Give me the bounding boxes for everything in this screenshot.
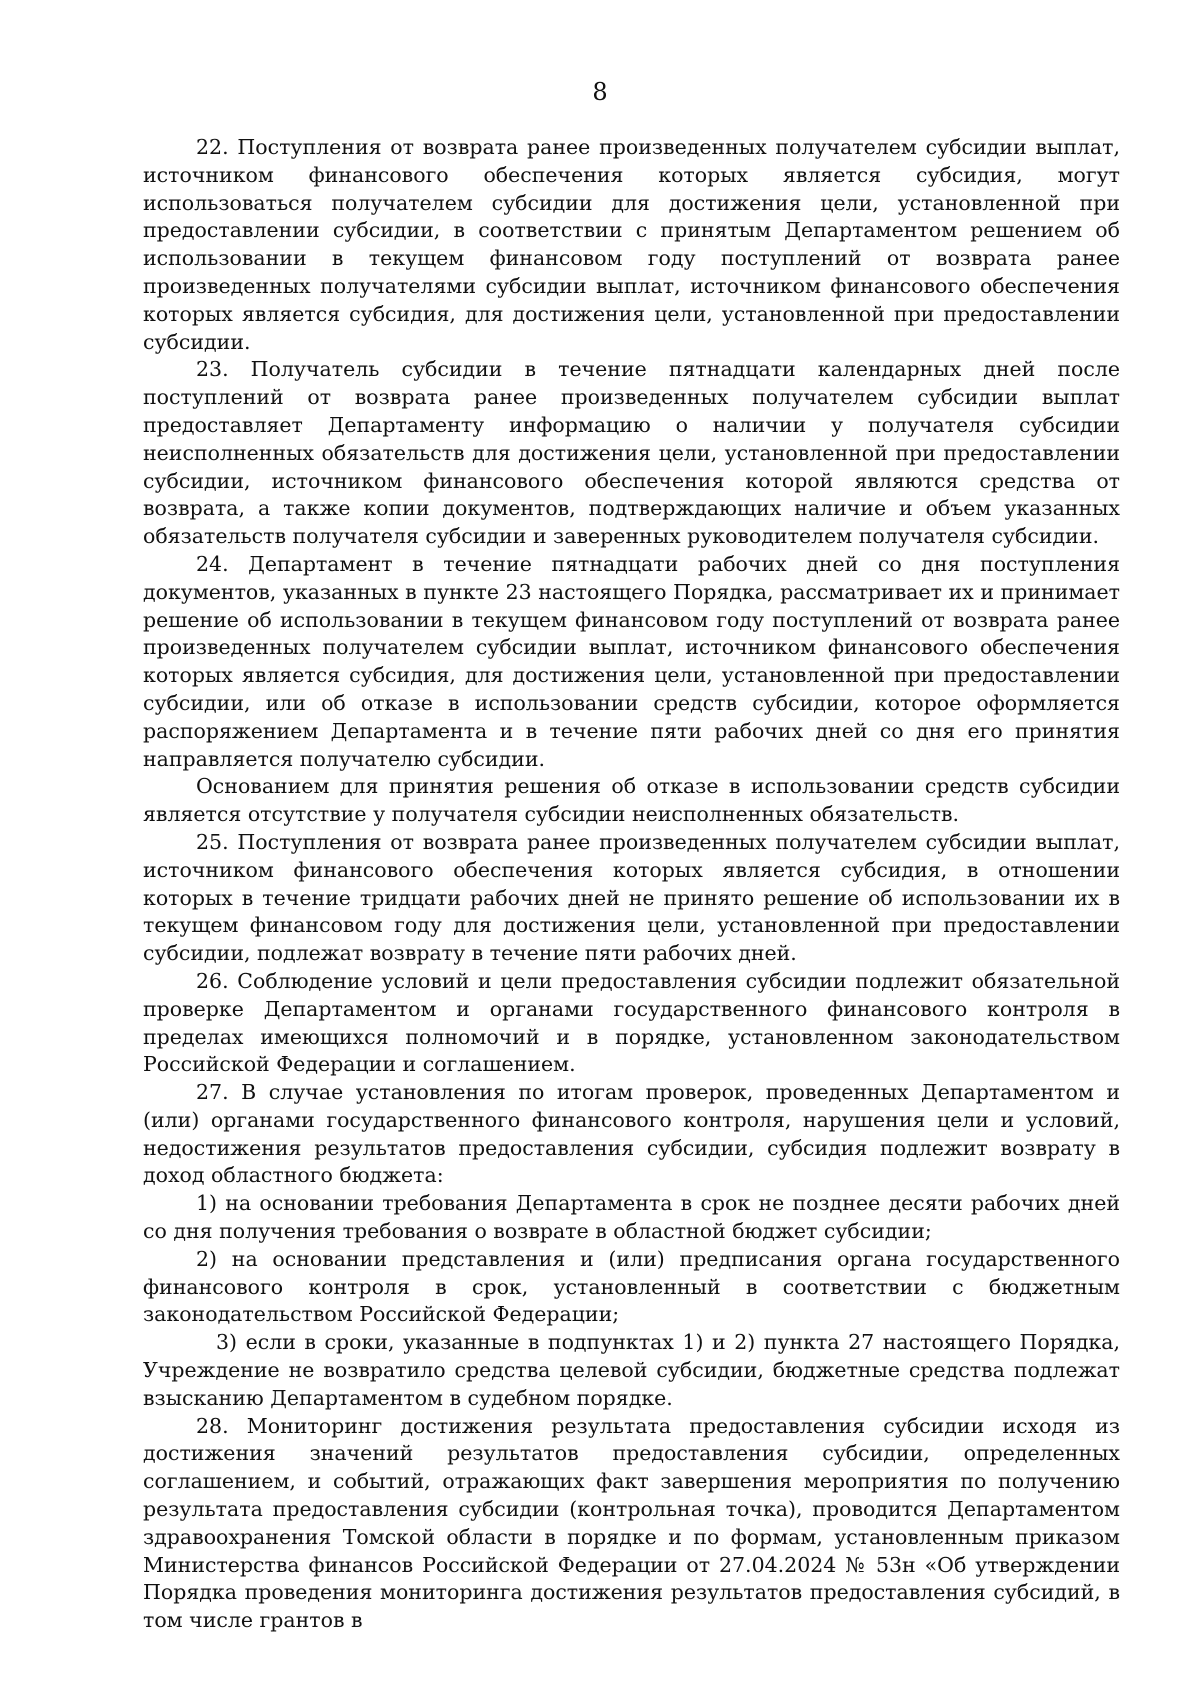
page-number: 8 — [592, 78, 608, 106]
paragraph-26: 26. Соблюдение условий и цели предоставления субсидии подлежит обязательной проверке Департаментом и органами государственного финансового контроля в пределах имеющихся полномочий и в порядке, установленном законодательством Российской Федерации и соглашением. — [143, 968, 1120, 1077]
paragraph-23: 23. Получатель субсидии в течение пятнадцати календарных дней после поступлений от возврата ранее произведенных получателем субсидии выплат предоставляет Департаменту информацию о наличии у получателя субсидии неисполненных обязательств для достижения цели, установленной при предоставлении субсидии, источником финансового обеспечения которой являются средства от возврата, а также копии документов, подтверждающих наличие и объем указанных обязательств получателя субсидии и заверенных руководителем получателя субсидии. — [143, 357, 1120, 549]
subitem-27-3: 3) если в сроки, указанные в подпунктах 1) и 2) пункта 27 настоящего Порядка, Учреждение не возвратило средства целевой субсидии, бюджетные средства подлежат взысканию Департаментом в судебном порядке. — [143, 1330, 1120, 1410]
paragraph-24: 24. Департамент в течение пятнадцати рабочих дней со дня поступления документов, указанных в пункте 23 настоящего Порядка, рассматривает их и принимает решение об использовании в текущем финансовом году поступлений от возврата ранее произведенных получателем субсидии выплат, источником финансового обеспечения которых является субсидия, для достижения цели, установленной при предоставлении субсидии, или об отказе в использовании средств субсидии, которое оформляется распоряжением Департамента и в течение пяти рабочих дней со дня его принятия направляется получателю субсидии. — [143, 551, 1120, 771]
paragraph-22: 22. Поступления от возврата ранее произведенных получателем субсидии выплат, источником финансового обеспечения которых является субсидия, могут использоваться получателем субсидии для достижения цели, установленной при предоставлении субсидии, в соответствии с принятым Департаментом решением об использовании в текущем финансовом году поступлений от возврата ранее произведенных получателями субсидии выплат, источником финансового обеспечения которых является субсидия, для достижения цели, установленной при предоставлении субсидии. — [143, 135, 1120, 354]
subitem-27-2: 2) на основании представления и (или) предписания органа государственного финансового контроля в срок, установленный в соответствии с бюджетным законодательством Российской Федерации; — [143, 1246, 1120, 1327]
paragraph-25: 25. Поступления от возврата ранее произведенных получателем субсидии выплат, источником финансового обеспечения которых является субсидия, в отношении которых в течение тридцати рабочих дней не принято решение об использовании их в текущем финансовом году для достижения цели, установленной при предоставлении субсидии, подлежат возврату в течение пяти рабочих дней. — [143, 829, 1120, 966]
subitem-27-1: 1) на основании требования Департамента в срок не позднее десяти рабочих дней со дня получения требования о возврате в областной бюджет субсидии; — [143, 1191, 1120, 1244]
paragraph-27: 27. В случае установления по итогам проверок, проведенных Департаментом и (или) органами государственного финансового контроля, нарушения цели и условий, недостижения результатов предоставления субсидии, субсидия подлежит возврату в доход областного бюджета: — [143, 1080, 1120, 1188]
paragraph-24-refusal-basis: Основанием для принятия решения об отказе в использовании средств субсидии является отсутствие у получателя субсидии неисполненных обязательств. — [143, 774, 1120, 827]
document-body — [143, 134, 1120, 1635]
paragraph-28: 28. Мониторинг достижения результата предоставления субсидии исходя из достижения значений результатов предоставления субсидии, определенных соглашением, и событий, отражающих факт завершения мероприятия по получению результата предоставления субсидии (контрольная точка), проводится Департаментом здравоохранения Томской области в порядке и по формам, установленным приказом Министерства финансов Российской Федерации от 27.04.2024 № 53н «Об утверждении Порядка проведения мониторинга достижения результатов предоставления субсидий, в том числе грантов в — [143, 1413, 1120, 1633]
